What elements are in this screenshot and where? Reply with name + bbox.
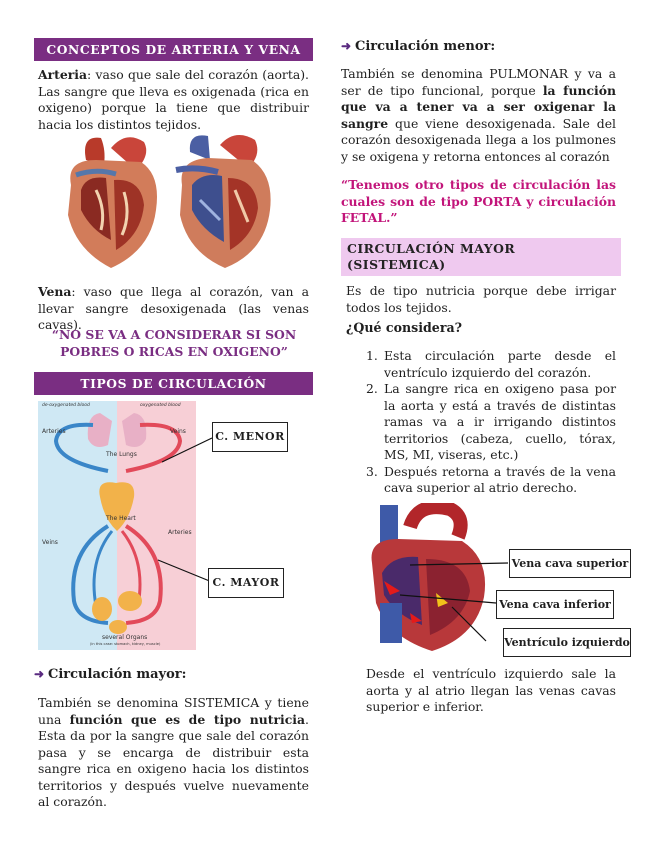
list-number: 3. (366, 463, 378, 479)
arteria-paragraph (38, 67, 309, 133)
diagram-label-organs: several Organs (102, 634, 148, 641)
diagram-label-organs-sub: (in this case: stomach, kidney, muscle) (90, 642, 161, 646)
list-number: 2. (366, 381, 378, 396)
section-title-circ-mayor: CIRCULACIÓN MAYOR (SISTEMICA) (341, 238, 621, 276)
section-title-conceptos: CONCEPTOS DE ARTERIA Y VENA (34, 38, 313, 61)
closing-paragraph: Desde el ventrículo izquierdo sale la aorta y al atrio llegan las venas cavas superior e inferior. (366, 666, 616, 714)
menor-heading: ➜ Circulación menor: (341, 39, 496, 54)
list-text: Después retorna a través de la vena cava superior al atrio derecho. (384, 463, 616, 495)
nutricia-paragraph: Es de tipo nutricia porque debe irrigar todos los tejidos. (346, 283, 616, 315)
list-item (366, 464, 616, 497)
list-item (366, 348, 616, 381)
heart-illustration-1 (56, 130, 166, 270)
considera-list (366, 348, 616, 497)
diagram-label-arteries-top: Arteries (42, 428, 66, 435)
list-number: 1. (366, 348, 378, 363)
mayor-paragraph: También se denomina SISTEMICA y tiene una función que es de tipo nutricia. Esta da por la sangre que sale del corazón pasa y se encarga de distribuir esta sangre rica en oxigeno hacia los distintos territorios y después vuelve nuevamente al corazón. (38, 695, 309, 809)
oxygen-quote: “NO SE VA A CONSIDERAR SI SON POBRES O RICAS EN OXIGENO” (51, 327, 297, 359)
menor-paragraph: También se denomina PULMONAR y va a ser de tipo funcional, porque la función que va a tener va a ser oxigenar la sangre que viene desoxigenada. Sale del corazón desoxigenada llega a los pulmones y se oxigena y retorna entonces al corazón (341, 66, 616, 164)
porta-fetal-note: “Tenemos otro tipos de circulación las cuales son de tipo PORTA y circulación FETAL.” (341, 177, 616, 225)
arrow-bullet-icon: ➜ (34, 667, 45, 681)
question-heading: ¿Qué considera? (346, 320, 462, 335)
arteria-text: : vaso que sale del corazón (aorta). Las sangre que lleva es oxigenada (rica en oxigeno) porque la tiene que distribuir hacia los distintos tejidos. (38, 67, 309, 132)
diagram-label-veins-mid: Veins (42, 539, 58, 546)
diagram-label-lungs: The Lungs (106, 451, 137, 458)
diagram-label-oxy: oxygenated blood (140, 403, 181, 408)
arrow-bullet-icon: ➜ (341, 39, 352, 53)
list-text: Esta circulación parte desde el ventrículo izquierdo del corazón. (384, 348, 616, 380)
mayor-heading: ➜ Circulación mayor: (34, 667, 187, 682)
callout-c-mayor: C. MAYOR (208, 568, 284, 598)
vena-term: Vena (38, 284, 72, 299)
section-title-tipos: TIPOS DE CIRCULACIÓN (34, 372, 313, 395)
diagram-label-heart: The Heart (106, 515, 136, 522)
heart-illustration-2 (170, 130, 280, 270)
list-text: La sangre rica en oxigeno pasa por la aorta y está a través de distintas ramas va a ir irrigando distintos territorios (cabeza, cuello, tórax, MS, MI, viseras, etc.) (384, 381, 616, 462)
callout-c-menor: C. MENOR (212, 422, 288, 452)
arteria-term: Arteria (38, 67, 88, 82)
callout-vena-cava-superior: Vena cava superior (509, 549, 631, 578)
diagram-label-arteries-mid: Arteries (168, 529, 192, 536)
diagram-label-veins-top: Veins (170, 428, 186, 435)
callout-vena-cava-inferior: Vena cava inferior (496, 590, 614, 619)
diagram-label-deoxy: de-oxygenated blood (42, 403, 90, 408)
vena-text: : vaso que llega al corazón, van a llevar sangre desoxigenada (las venas cavas). (38, 284, 309, 332)
callout-ventriculo-izquierdo: Ventrículo izquierdo (503, 628, 631, 657)
list-item (366, 381, 616, 464)
